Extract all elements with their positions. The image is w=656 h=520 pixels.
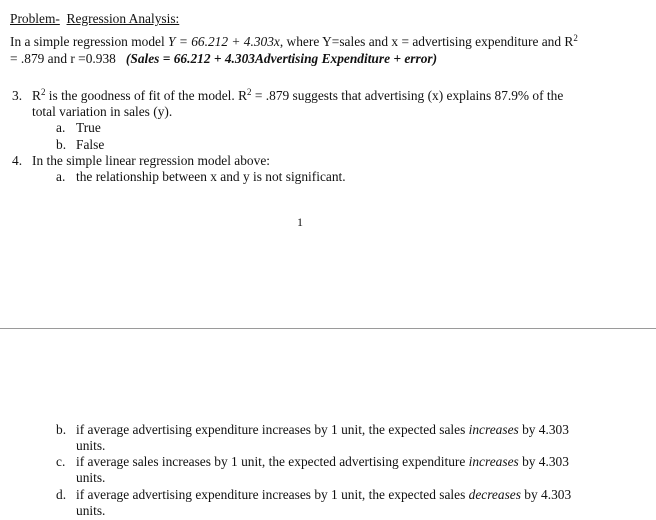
question-3-line-2: total variation in sales (y).: [32, 104, 173, 119]
page-divider: [0, 328, 656, 329]
question-3: 3. $R^2$ is the goodness of fit of the model. $R^2 = .879$ suggests that advertising (x) explains 87.9% of the: [12, 87, 564, 103]
q4-option-a[interactable]: a. the relationship between x and y is not significant.: [56, 169, 346, 184]
q4-option-b[interactable]: b. if average advertising expenditure increases by 1 unit, the expected sales increases by 4.303: [56, 422, 569, 437]
question-4: 4. In the simple linear regression model above:: [12, 153, 270, 168]
q3-option-a[interactable]: a. True: [56, 120, 101, 135]
q4-option-d-line-2: units.: [76, 503, 106, 518]
page-2: [0, 330, 656, 520]
q4-option-d[interactable]: d. if average advertising expenditure increases by 1 unit, the expected sales decreases by 4.303: [56, 487, 572, 502]
q4-option-c[interactable]: c. if average sales increases by 1 unit, the expected advertising expenditure increases by 4.303: [56, 454, 569, 469]
page-title: Problem- Regression Analysis:: [10, 11, 180, 26]
q4-option-b-line-2: units.: [76, 438, 106, 453]
page-number: 1: [297, 215, 303, 229]
intro-line-2: = .879 and r =0.938 (Sales = 66.212 + 4.303Advertising Expenditure + error): [10, 51, 438, 66]
intro-line-1: In a simple regression model Y = 66.212 + 4.303x, where Y=sales and x = advertising expenditure and $R^2$: [10, 33, 578, 49]
q3-option-b[interactable]: b. False: [56, 137, 105, 152]
q4-option-c-line-2: units.: [76, 470, 106, 485]
